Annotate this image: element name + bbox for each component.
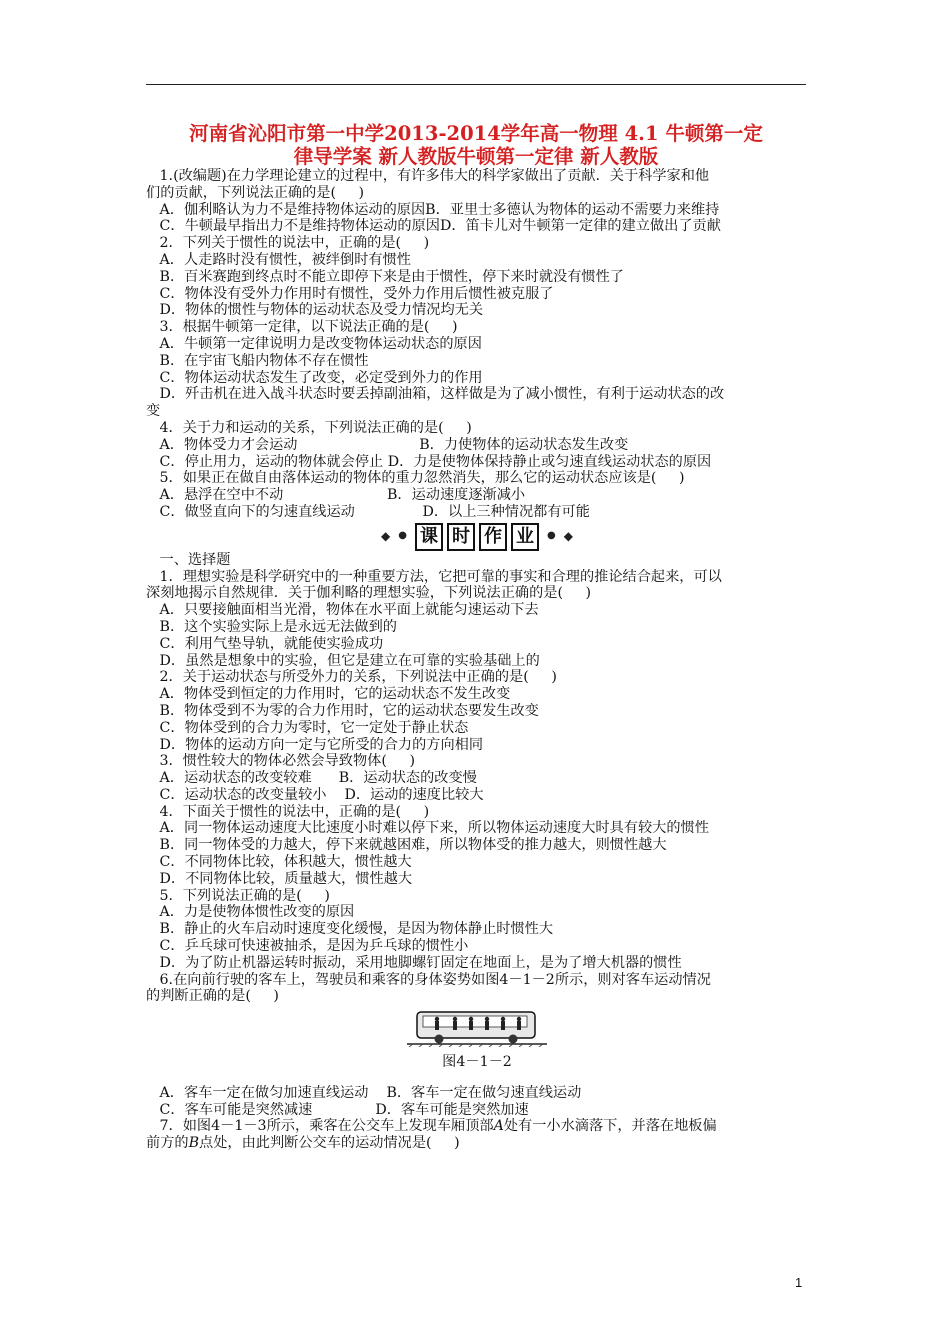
banner-char: 时 [447,523,475,551]
text-line: 2．关于运动状态与所受外力的关系，下列说法中正确的是( ) [146,669,557,686]
text-line: 一、选择题 [146,551,231,568]
text-line: 的判断正确的是( ) [146,988,279,1005]
q7-text: 点处，由此判断公交车的运动情况是( ) [199,1135,460,1152]
text-line: A．物体受力才会运动 B．力使物体的运动状态发生改变 [146,436,629,453]
figure-caption: 图4－1－2 [442,1054,512,1071]
text-line: A．运动状态的改变较难 B．运动状态的改变慢 [146,770,477,787]
text-line: A．同一物体运动速度大比速度小时难以停下来，所以物体运动速度大时具有较大的惯性 [146,820,709,837]
homework-questions [146,552,808,1006]
text-line: B．百米赛跑到终点时不能立即停下来是由于惯性，停下来时就没有惯性了 [146,268,624,285]
text-line: 3．惯性较大的物体必然会导致物体( ) [146,753,415,770]
q7-text: 前方的 [146,1135,189,1152]
diamond-icon: ◆ [563,529,573,544]
text-line: C．客车可能是突然减速 D．客车可能是突然加速 [146,1101,529,1118]
text-line: B．在宇宙飞船内物体不存在惯性 [146,352,369,369]
text-line: B．同一物体受的力越大，停下来就越困难，所以物体受的推力越大，则惯性越大 [146,837,667,854]
text-line: 1.(改编题)在力学理论建立的过程中，有许多伟大的科学家做出了贡献．关于科学家和他 [146,168,710,184]
text-line: C．乒乓球可快速被抽杀，是因为乒乓球的惯性小 [146,938,469,955]
bus-illustration [407,1009,547,1047]
diamond-icon: ◆ [381,529,391,544]
text-line: B．这个实验实际上是永远无法做到的 [146,618,397,635]
text-line: C．停止用力，运动的物体就会停止 D．力是使物体保持静止或匀速直线运动状态的原因 [146,453,712,470]
text-line: A．牛顿第一定律说明力是改变物体运动状态的原因 [146,335,482,352]
text-line: C．物体受到的合力为零时，它一定处于静止状态 [146,719,469,736]
question-7-line-2 [146,1135,808,1152]
page-number: 1 [795,1275,803,1290]
text-line: 2．下列关于惯性的说法中，正确的是( ) [146,235,430,252]
text-line: 4．关于力和运动的关系，下列说法正确的是( ) [146,419,472,436]
text-line: 3．根据牛顿第一定律，以下说法正确的是( ) [146,319,458,336]
banner-char: 作 [479,523,507,551]
document-body [146,168,808,1152]
text-line: D．物体的惯性与物体的运动状态及受力情况均无关 [146,302,484,319]
text-line: 1．理想实验是科学研究中的一种重要方法，它把可靠的事实和合理的推论结合起来，可以 [146,568,722,585]
title-line-2: 律导学案 新人教版牛顿第一定律 新人教版 [293,145,659,168]
bus-figure [146,1009,808,1052]
text-line: D．歼击机在进入战斗状态时要丢掉副油箱，这样做是为了减小惯性，有利于运动状态的改 [146,386,725,403]
document-title [146,122,806,168]
text-line: 们的贡献，下列说法正确的是( ) [146,184,365,201]
q7-text: 7．如图4－1－3所示，乘客在公交车上发现车厢顶部 [146,1118,494,1135]
text-line: B．静止的火车启动时速度变化缓慢，是因为物体静止时惯性大 [146,921,554,938]
text-line: D．虽然是想象中的实验，但它是建立在可靠的实验基础上的 [146,652,540,669]
dot-icon: ● [398,530,407,542]
text-line: C．不同物体比较，体积越大，惯性越大 [146,854,412,871]
text-line: C．物体没有受外力作用时有惯性，受外力作用后惯性被克服了 [146,285,554,302]
text-line: 深刻地揭示自然规律．关于伽利略的理想实验，下列说法正确的是( ) [146,585,592,602]
q7-text: 处有一小水滴落下，并落在地板偏 [503,1118,717,1135]
question-6-options [146,1085,808,1119]
text-line: A．伽利略认为力不是维持物体运动的原因B．亚里士多德认为物体的运动不需要力来维持 [146,201,720,218]
text-line: D．物体的运动方向一定与它所受的合力的方向相同 [146,736,484,753]
title-line-1: 河南省沁阳市第一中学2013-2014学年高一物理 4.1 牛顿第一定 [189,122,763,145]
text-line: C．做竖直向下的匀速直线运动 D．以上三种情况都有可能 [146,503,590,520]
text-line: A．人走路时没有惯性，被绊倒时有惯性 [146,251,411,268]
text-line: 4．下面关于惯性的说法中，正确的是( ) [146,803,430,820]
text-line: A．客车一定在做匀加速直线运动 B．客车一定在做匀速直线运动 [146,1084,582,1101]
text-line: A．物体受到恒定的力作用时，它的运动状态不发生改变 [146,686,511,703]
header-rule [146,84,806,85]
text-line: A．只要接触面相当光滑，物体在水平面上就能匀速运动下去 [146,602,539,619]
guide-questions [146,168,808,521]
variable-b: B [188,1135,200,1152]
banner-char: 业 [511,523,539,551]
dot-icon: ● [547,530,556,542]
text-line: B．物体受到不为零的合力作用时，它的运动状态要发生改变 [146,702,539,719]
text-line: 5．如果正在做自由落体运动的物体的重力忽然消失，那么它的运动状态应该是( ) [146,470,685,487]
text-line: D．为了防止机器运转时振动，采用地脚螺钉固定在地面上，是为了增大机器的惯性 [146,954,682,971]
banner-char: 课 [415,523,443,551]
text-line: 5．下列说法正确的是( ) [146,887,330,904]
text-line: C．牛顿最早指出力不是维持物体运动的原因D．笛卡儿对牛顿第一定律的建立做出了贡献 [146,218,721,235]
text-line: 变 [146,403,161,420]
text-line: A．悬浮在空中不动 B．运动速度逐渐减小 [146,487,526,504]
homework-banner [146,522,808,552]
text-line: C．利用气垫导轨，就能使实验成功 [146,635,384,652]
text-line: 6.在向前行驶的客车上，驾驶员和乘客的身体姿势如图4－1－2所示，则对客车运动情况 [146,971,711,988]
question-7-line-1 [146,1118,808,1135]
text-line: A．力是使物体惯性改变的原因 [146,904,355,921]
variable-a: A [493,1118,504,1135]
text-line: C．物体运动状态发生了改变，必定受到外力的作用 [146,369,483,386]
text-line: C．运动状态的改变量较小 D．运动的速度比较大 [146,786,484,803]
text-line: D．不同物体比较，质量越大，惯性越大 [146,870,413,887]
